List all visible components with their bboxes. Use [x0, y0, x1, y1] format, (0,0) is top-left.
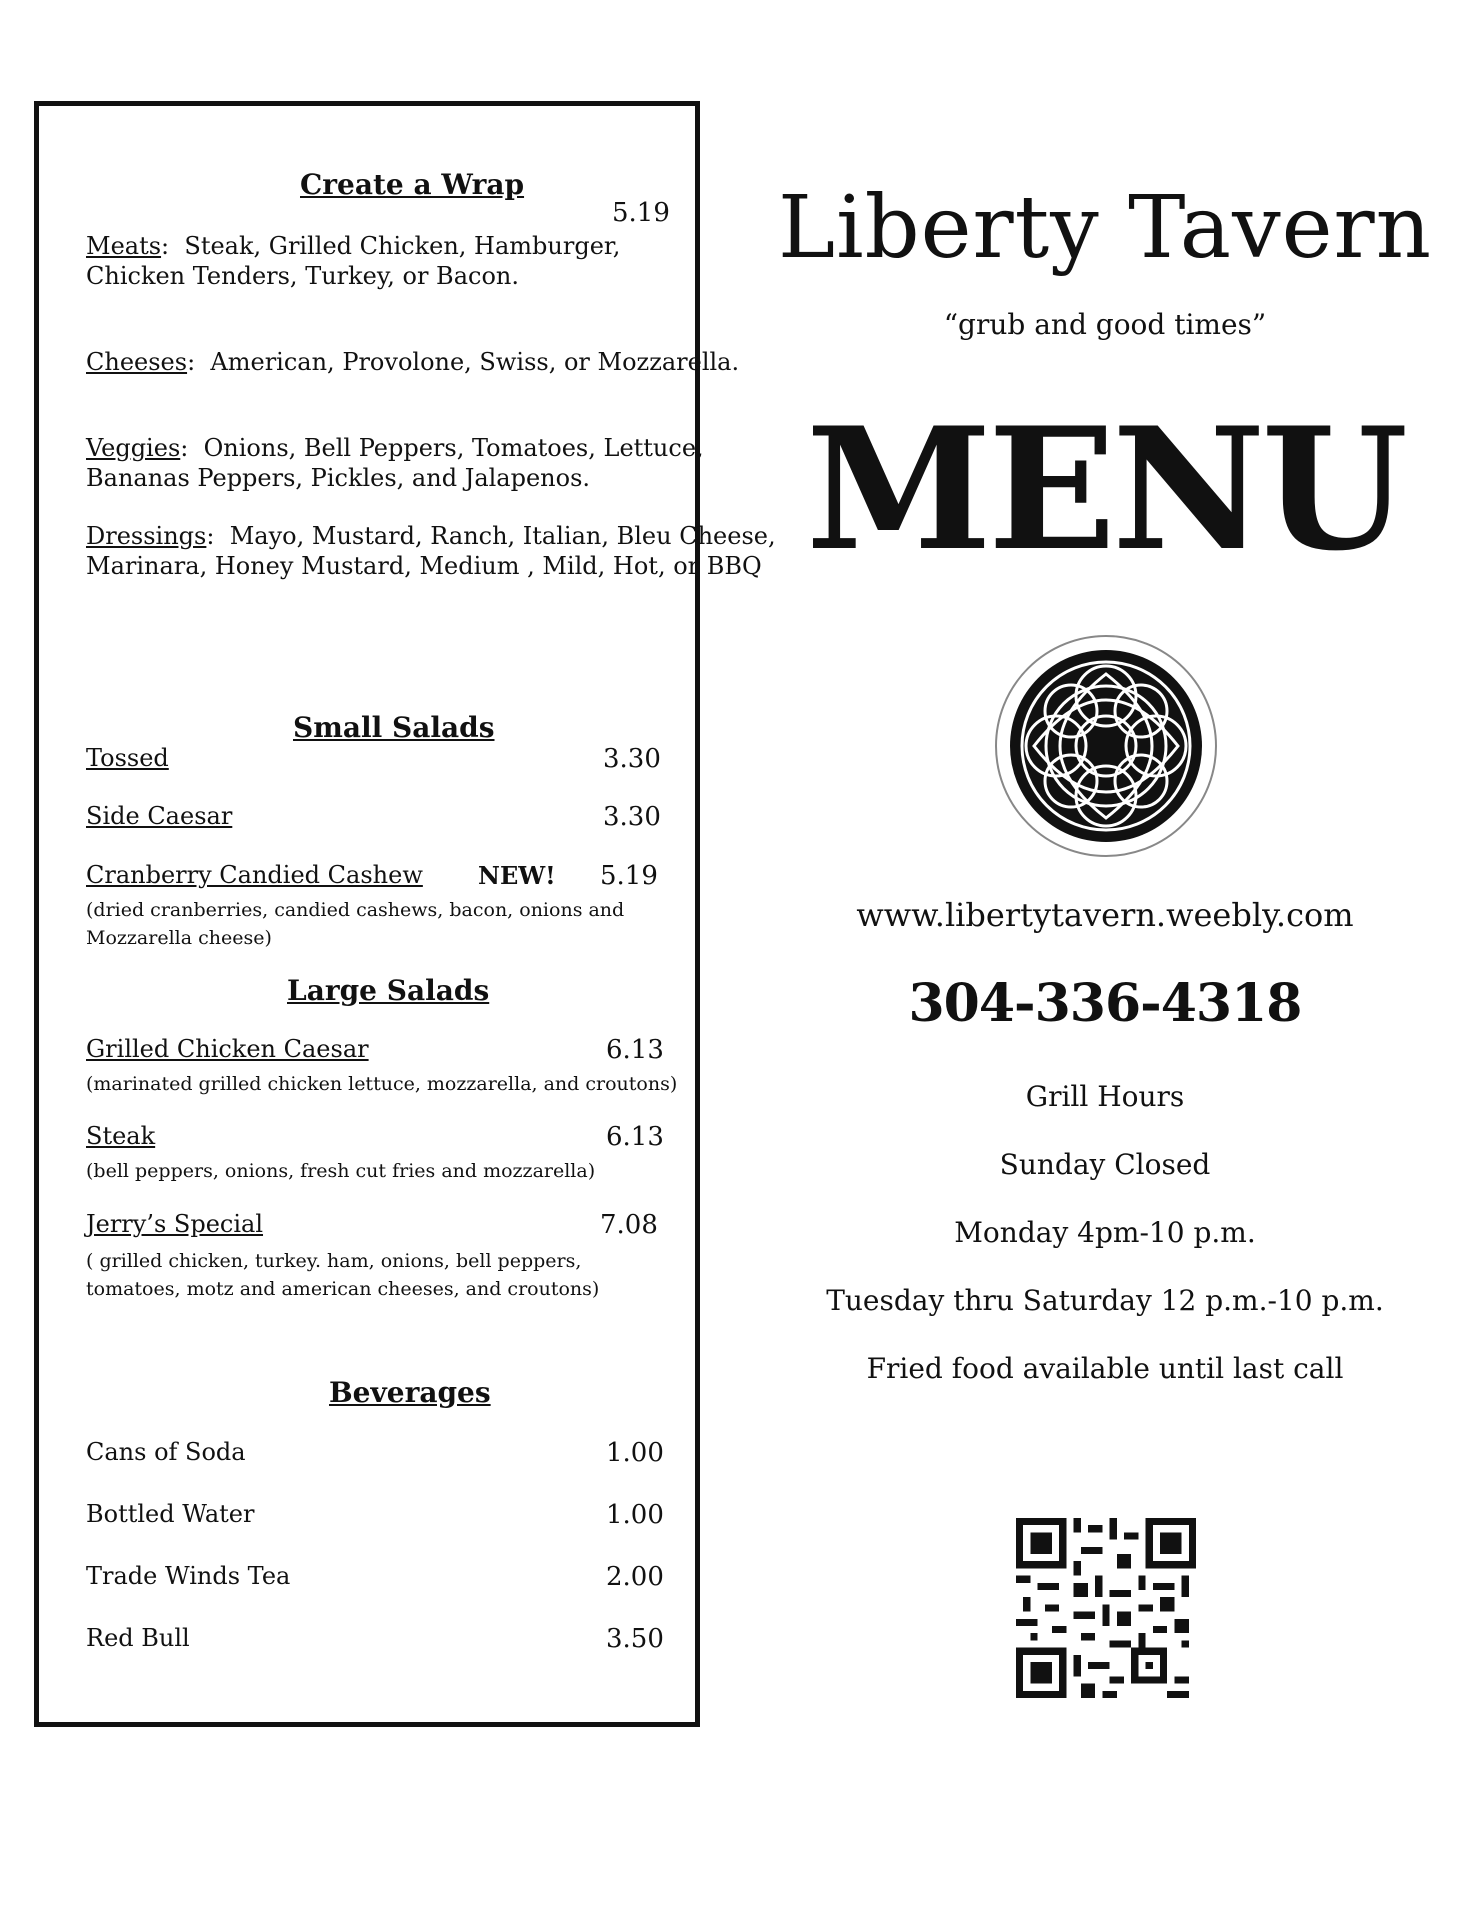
large-salad-desc: tomatoes, motz and american cheeses, and croutons) [86, 1278, 600, 1300]
small-salads-heading: Small Salads [293, 711, 495, 744]
large-salad-desc: ( grilled chicken, turkey. ham, onions, bell peppers, [86, 1250, 582, 1272]
small-salad-desc: Mozzarella cheese) [86, 927, 272, 949]
beverage-name: Red Bull [86, 1624, 190, 1652]
large-salad-desc: (bell peppers, onions, fresh cut fries and mozzarella) [86, 1160, 596, 1182]
beverage-name: Cans of Soda [86, 1438, 246, 1466]
dressings-label: Dressings [86, 522, 207, 550]
small-salad-name: Tossed [86, 744, 169, 772]
beverage-name: Bottled Water [86, 1500, 255, 1528]
veggies-line2: Bananas Peppers, Pickles, and Jalapenos. [86, 464, 591, 492]
veggies-label: Veggies [86, 434, 181, 462]
small-salad-name: Cranberry Candied Cashew [86, 861, 423, 889]
small-salad-name: Side Caesar [86, 802, 233, 830]
beverage-price: 1.00 [606, 1500, 664, 1530]
wrap-veggies: Veggies: Onions, Bell Peppers, Tomatoes, Lettuce, [86, 434, 704, 462]
qr-code-icon[interactable] [1016, 1518, 1196, 1698]
hours-line: Fried food available until last call [866, 1352, 1344, 1385]
wrap-cheeses: Cheeses: American, Provolone, Swiss, or Mozzarella. [86, 348, 740, 376]
wrap-meats: Meats: Steak, Grilled Chicken, Hamburger, [86, 232, 621, 260]
cheeses-text: American, Provolone, Swiss, or Mozzarella. [210, 348, 740, 376]
menu-word: MENU [805, 390, 1405, 588]
wrap-price: 5.19 [612, 198, 670, 228]
large-salad-price: 6.13 [606, 1035, 664, 1065]
hours-line: Monday 4pm-10 p.m. [954, 1216, 1256, 1249]
beverage-price: 1.00 [606, 1438, 664, 1468]
beverage-price: 3.50 [606, 1624, 664, 1654]
small-salad-desc: (dried cranberries, candied cashews, bacon, onions and [86, 899, 625, 921]
beverage-name: Trade Winds Tea [86, 1562, 291, 1590]
meats-line1: Steak, Grilled Chicken, Hamburger, [184, 232, 621, 260]
wrap-dressings: Dressings: Mayo, Mustard, Ranch, Italian, Bleu Cheese, [86, 522, 776, 550]
large-salad-price: 6.13 [606, 1122, 664, 1152]
large-salads-heading: Large Salads [287, 974, 490, 1007]
meats-label: Meats [86, 232, 162, 260]
beverage-price: 2.00 [606, 1562, 664, 1592]
large-salad-name: Grilled Chicken Caesar [86, 1035, 369, 1063]
beverages-heading: Beverages [329, 1376, 491, 1409]
large-salad-price: 7.08 [600, 1210, 658, 1240]
new-badge: NEW! [478, 861, 556, 890]
small-salad-price: 5.19 [600, 861, 658, 891]
wrap-heading: Create a Wrap [300, 168, 525, 201]
large-salad-desc: (marinated grilled chicken lettuce, mozzarella, and croutons) [86, 1073, 678, 1095]
tagline: “grub and good times” [943, 308, 1267, 341]
website-link[interactable]: www.libertytavern.weebly.com [856, 896, 1354, 934]
restaurant-title: Liberty Tavern [777, 178, 1433, 278]
phone-number[interactable]: 304-336-4318 [908, 973, 1302, 1034]
large-salad-name: Steak [86, 1122, 156, 1150]
small-salad-price: 3.30 [603, 744, 661, 774]
large-salad-name: Jerry’s Special [86, 1210, 264, 1238]
celtic-knot-icon [994, 634, 1218, 858]
cheeses-label: Cheeses [86, 348, 188, 376]
veggies-line1: Onions, Bell Peppers, Tomatoes, Lettuce, [203, 434, 704, 462]
hours-line: Tuesday thru Saturday 12 p.m.-10 p.m. [826, 1284, 1384, 1317]
small-salad-price: 3.30 [603, 802, 661, 832]
meats-line2: Chicken Tenders, Turkey, or Bacon. [86, 262, 519, 290]
dressings-line2: Marinara, Honey Mustard, Medium , Mild, Hot, or BBQ [86, 552, 762, 580]
dressings-line1: Mayo, Mustard, Ranch, Italian, Bleu Cheese, [229, 522, 776, 550]
hours-heading: Grill Hours [1025, 1080, 1185, 1113]
hours-line: Sunday Closed [999, 1148, 1211, 1181]
